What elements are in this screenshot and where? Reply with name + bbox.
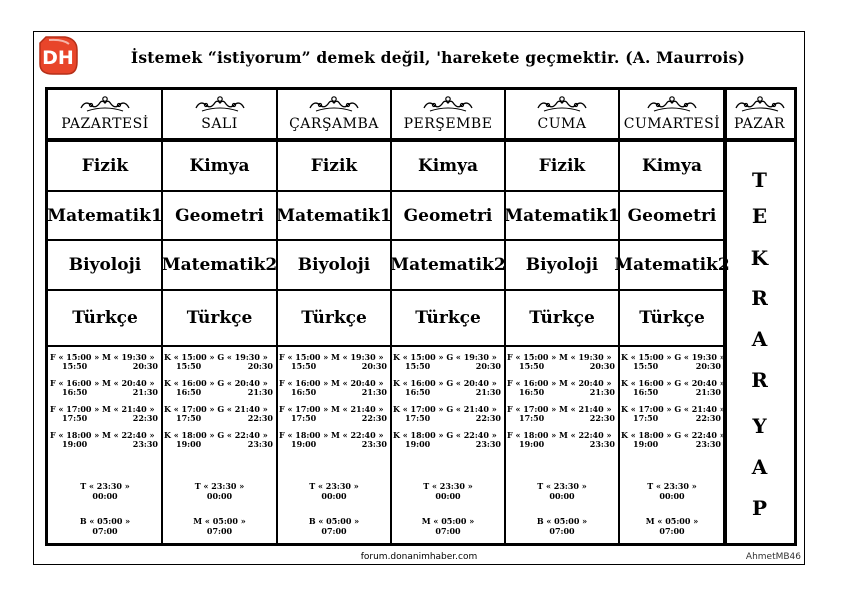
special-time (162, 516, 277, 540)
lesson-cell: Türkçe (162, 291, 277, 347)
tekrar-letter: K (750, 246, 769, 270)
lesson-cell: Kimya (162, 142, 277, 192)
schedule-time: 16:50 (519, 387, 545, 397)
column-divider (618, 90, 620, 543)
lesson-cell: Biyoloji (48, 241, 162, 291)
lesson-cell: Türkçe (505, 291, 619, 347)
schedule-time: F « 16:00 » M « 20:40 » (50, 378, 155, 388)
special-time-end: 07:00 (92, 526, 118, 536)
schedule-time: F « 17:00 » M « 21:40 » (507, 404, 612, 414)
schedule-time: 19:00 (62, 439, 88, 449)
lesson-cell: Biyoloji (505, 241, 619, 291)
scroll-ornament-icon (308, 95, 360, 113)
lesson-cell: Türkçe (391, 291, 505, 347)
schedule-row (162, 405, 277, 427)
lesson-cell: Matematik1 (48, 192, 162, 241)
schedule-time: 15:50 (519, 361, 545, 371)
schedule-time: K « 18:00 » G « 22:40 » (164, 430, 268, 440)
schedule-row (277, 379, 391, 401)
lesson-cell: Matematik2 (619, 241, 725, 291)
schedule-time: 16:50 (291, 387, 317, 397)
special-time-label: B « 05:00 » (536, 516, 588, 526)
schedule-time: 16:50 (176, 387, 202, 397)
schedule-time: 21:30 (361, 387, 387, 397)
tekrar-letter: A (751, 327, 768, 351)
schedule-row (619, 379, 725, 401)
schedule-time: 23:30 (361, 439, 387, 449)
special-time-label: M « 05:00 » (645, 516, 699, 526)
tekrar-letter: P (751, 496, 768, 520)
lesson-cell: Matematik1 (505, 192, 619, 241)
schedule-time: K « 18:00 » G « 22:40 » (621, 430, 725, 440)
day-column-sunday (725, 90, 794, 543)
special-time (505, 516, 619, 540)
schedule-time: 20:30 (132, 361, 158, 371)
schedule-time: F « 16:00 » M « 20:40 » (279, 378, 384, 388)
lesson-cell: Kimya (391, 142, 505, 192)
schedule-time: 22:30 (695, 413, 721, 423)
special-time-end: 00:00 (549, 491, 575, 501)
scroll-ornament-icon (536, 95, 588, 113)
schedule-time: 16:50 (405, 387, 431, 397)
lesson-cell: Türkçe (619, 291, 725, 347)
schedule-time: 22:30 (132, 413, 158, 423)
special-time-label: T « 23:30 » (537, 481, 587, 491)
day-header (505, 90, 619, 142)
schedule-row (277, 405, 391, 427)
special-time-label: T « 23:30 » (423, 481, 473, 491)
footer (33, 552, 805, 565)
schedule-time: 17:50 (519, 413, 545, 423)
schedule-time: 22:30 (589, 413, 615, 423)
special-time (48, 481, 162, 505)
study-schedule (277, 350, 391, 546)
day-header (391, 90, 505, 142)
schedule-time: F « 18:00 » M « 22:40 » (507, 430, 612, 440)
schedule-time: 15:50 (176, 361, 202, 371)
day-name: PAZAR (733, 116, 786, 132)
schedule-time: F « 15:00 » M « 19:30 » (50, 352, 155, 362)
schedule-time: K « 16:00 » G « 20:40 » (164, 378, 268, 388)
lesson-cell: Fizik (48, 142, 162, 192)
logo-text: DH (42, 47, 74, 69)
schedule-time: 15:50 (633, 361, 659, 371)
schedule-row (48, 431, 162, 453)
schedule-time: 15:50 (62, 361, 88, 371)
special-time (619, 481, 725, 505)
schedule-time: 20:30 (695, 361, 721, 371)
special-time (277, 516, 391, 540)
schedule-time: 21:30 (589, 387, 615, 397)
schedule-time: 16:50 (62, 387, 88, 397)
lesson-cell: Geometri (162, 192, 277, 241)
schedule-time: 19:00 (633, 439, 659, 449)
schedule-time: 23:30 (475, 439, 501, 449)
day-name: SALI (201, 116, 238, 132)
schedule-time: 19:00 (291, 439, 317, 449)
special-time-label: T « 23:30 » (80, 481, 130, 491)
day-name: PERŞEMBE (403, 116, 493, 132)
lesson-cell: Matematik2 (391, 241, 505, 291)
schedule-time: 22:30 (247, 413, 273, 423)
special-time-end: 07:00 (321, 526, 347, 536)
day-header (725, 90, 794, 142)
schedule-time: 17:50 (62, 413, 88, 423)
schedule-row (162, 353, 277, 375)
schedule-row (162, 379, 277, 401)
day-column (505, 90, 619, 543)
special-time-label: B « 05:00 » (308, 516, 360, 526)
special-time (162, 481, 277, 505)
schedule-time: 20:30 (361, 361, 387, 371)
special-time-label: T « 23:30 » (647, 481, 697, 491)
day-name: PAZARTESİ (61, 116, 149, 132)
schedule-row (391, 431, 505, 453)
lesson-cell: Türkçe (48, 291, 162, 347)
lesson-cell: Geometri (619, 192, 725, 241)
schedule-time: 19:00 (176, 439, 202, 449)
schedule-time: K « 15:00 » G « 19:30 » (164, 352, 268, 362)
special-time (619, 516, 725, 540)
schedule-row (391, 379, 505, 401)
special-time-end: 07:00 (549, 526, 575, 536)
day-column (391, 90, 505, 543)
tekrar-letter: T (752, 168, 767, 192)
lesson-cell: Türkçe (277, 291, 391, 347)
lesson-cell: Fizik (277, 142, 391, 192)
scroll-ornament-icon (646, 95, 698, 113)
schedule-time: 16:50 (633, 387, 659, 397)
lesson-cell: Fizik (505, 142, 619, 192)
lesson-cell: Kimya (619, 142, 725, 192)
day-column (277, 90, 391, 543)
schedule-time: F « 17:00 » M « 21:40 » (50, 404, 155, 414)
schedule-row (619, 405, 725, 427)
special-time (391, 481, 505, 505)
schedule-time: F « 18:00 » M « 22:40 » (50, 430, 155, 440)
scroll-ornament-icon (194, 95, 246, 113)
schedule-time: 23:30 (589, 439, 615, 449)
column-divider (161, 90, 163, 543)
schedule-time: 19:00 (519, 439, 545, 449)
schedule-time: 23:30 (132, 439, 158, 449)
schedule-time: K « 17:00 » G « 21:40 » (164, 404, 268, 414)
schedule-row (391, 405, 505, 427)
schedule-time: 20:30 (247, 361, 273, 371)
schedule-row (505, 353, 619, 375)
footer-site: forum.donanimhaber.com (360, 552, 478, 562)
schedule-row (619, 431, 725, 453)
schedule-time: 20:30 (589, 361, 615, 371)
lesson-cell: Matematik2 (162, 241, 277, 291)
tekrar-letter: E (751, 204, 768, 228)
tekrar-letter: R (751, 286, 768, 310)
lesson-cell: Biyoloji (277, 241, 391, 291)
schedule-time: F « 18:00 » M « 22:40 » (279, 430, 384, 440)
lesson-cell: Geometri (391, 192, 505, 241)
special-time-end: 00:00 (659, 491, 685, 501)
special-time-end: 07:00 (659, 526, 685, 536)
schedule-time: F « 17:00 » M « 21:40 » (279, 404, 384, 414)
schedule-time: F « 15:00 » M « 19:30 » (279, 352, 384, 362)
special-time-end: 07:00 (435, 526, 461, 536)
schedule-time: K « 16:00 » G « 20:40 » (621, 378, 725, 388)
page-title-quote: İstemek “istiyorum” demek değil, 'harekete geçmektir. (A. Maurrois) (130, 48, 746, 67)
tekrar-letter: R (751, 368, 768, 392)
special-time-end: 00:00 (92, 491, 118, 501)
day-column (162, 90, 277, 543)
schedule-time: F « 16:00 » M « 20:40 » (507, 378, 612, 388)
schedule-row (505, 405, 619, 427)
study-schedule (162, 350, 277, 546)
schedule-time: 15:50 (291, 361, 317, 371)
special-time-end: 00:00 (435, 491, 461, 501)
study-schedule (505, 350, 619, 546)
schedule-time: 22:30 (361, 413, 387, 423)
day-header (619, 90, 725, 142)
schedule-row (48, 405, 162, 427)
special-time (505, 481, 619, 505)
special-time-label: T « 23:30 » (309, 481, 359, 491)
schedule-time: 23:30 (695, 439, 721, 449)
special-time-end: 07:00 (206, 526, 233, 536)
schedule-time: K « 16:00 » G « 20:40 » (393, 378, 497, 388)
schedule-time: 17:50 (176, 413, 202, 423)
schedule-time: 17:50 (633, 413, 659, 423)
day-name: CUMA (537, 116, 587, 132)
column-divider (723, 90, 727, 543)
tekrar-letter: Y (752, 414, 767, 438)
schedule-time: K « 15:00 » G « 19:30 » (393, 352, 497, 362)
scroll-ornament-icon (79, 95, 131, 113)
schedule-time: 21:30 (695, 387, 721, 397)
schedule-time: 22:30 (475, 413, 501, 423)
special-time (391, 516, 505, 540)
day-header (277, 90, 391, 142)
schedule-time: 19:00 (405, 439, 431, 449)
footer-author: AhmetMB46 (745, 552, 801, 562)
special-time-label: B « 05:00 » (79, 516, 131, 526)
special-time (48, 516, 162, 540)
schedule-row (162, 431, 277, 453)
schedule-row (505, 431, 619, 453)
day-header (162, 90, 277, 142)
schedule-time: 21:30 (247, 387, 273, 397)
special-time-label: T « 23:30 » (194, 481, 245, 491)
special-time (277, 481, 391, 505)
schedule-row (277, 353, 391, 375)
schedule-time: K « 15:00 » G « 19:30 » (621, 352, 725, 362)
schedule-time: 15:50 (405, 361, 431, 371)
schedule-row (277, 431, 391, 453)
special-time-end: 00:00 (321, 491, 347, 501)
weekly-grid (45, 87, 797, 546)
schedule-time: K « 17:00 » G « 21:40 » (621, 404, 725, 414)
day-name: CUMARTESİ (623, 116, 721, 132)
dh-logo-icon (37, 34, 79, 76)
study-schedule (48, 350, 162, 546)
day-column (48, 90, 162, 543)
schedule-time: F « 15:00 » M « 19:30 » (507, 352, 612, 362)
day-header (48, 90, 162, 142)
scroll-ornament-icon (422, 95, 474, 113)
special-time-label: M « 05:00 » (421, 516, 475, 526)
special-time-end: 00:00 (206, 491, 233, 501)
column-divider (276, 90, 278, 543)
schedule-row (505, 379, 619, 401)
scroll-ornament-icon (734, 95, 786, 113)
schedule-row (48, 379, 162, 401)
schedule-time: 21:30 (132, 387, 158, 397)
schedule-time: 21:30 (475, 387, 501, 397)
schedule-time: 23:30 (247, 439, 273, 449)
tekrar-letter: A (751, 455, 768, 479)
schedule-time: 17:50 (291, 413, 317, 423)
special-time-label: M « 05:00 » (193, 516, 246, 526)
schedule-row (391, 353, 505, 375)
schedule-row (619, 353, 725, 375)
schedule-time: 17:50 (405, 413, 431, 423)
study-schedule (391, 350, 505, 546)
day-name: ÇARŞAMBA (289, 116, 379, 132)
column-divider (504, 90, 506, 543)
schedule-time: K « 17:00 » G « 21:40 » (393, 404, 497, 414)
schedule-time: 20:30 (475, 361, 501, 371)
study-schedule (619, 350, 725, 546)
day-column (614, 90, 730, 543)
schedule-row (48, 353, 162, 375)
lesson-cell: Matematik1 (277, 192, 391, 241)
column-divider (390, 90, 392, 543)
schedule-time: K « 18:00 » G « 22:40 » (393, 430, 497, 440)
